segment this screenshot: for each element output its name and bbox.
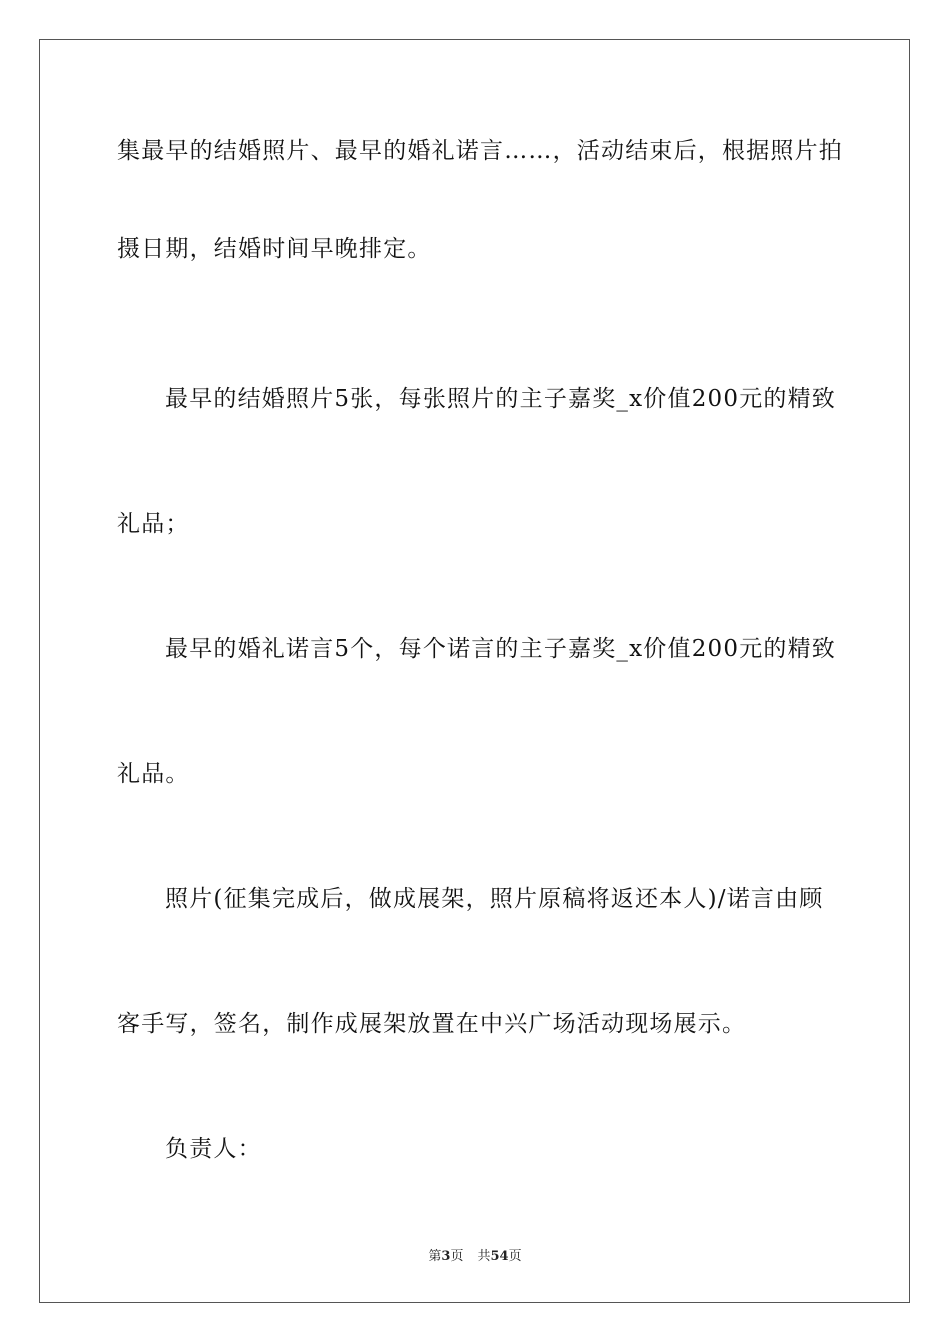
total-suffix: 页 (508, 1249, 522, 1264)
body-line-2: 摄日期，结婚时间早晚排定。 (117, 236, 432, 262)
body-line-7: 照片(征集完成后，做成展架，照片原稿将返还本人)/诺言由顾 (165, 886, 824, 912)
page-footer (0, 1248, 950, 1266)
page-prefix: 第 (428, 1249, 442, 1264)
total-prefix: 共 (477, 1249, 491, 1264)
body-line-5: 最早的婚礼诺言5个，每个诺言的主子嘉奖_x价值200元的精致 (165, 636, 837, 662)
body-line-8: 客手写，签名，制作成展架放置在中兴广场活动现场展示。 (117, 1011, 747, 1037)
body-line-1: 集最早的结婚照片、最早的婚礼诺言……，活动结束后，根据照片拍 (117, 138, 843, 164)
page-suffix: 页 (450, 1249, 464, 1264)
page-border (39, 39, 910, 1303)
body-line-6: 礼品。 (117, 761, 190, 787)
body-line-4: 礼品； (117, 511, 190, 537)
total-pages: 54 (490, 1249, 509, 1264)
responsible-person-label: 负责人： (165, 1136, 262, 1162)
body-line-3: 最早的结婚照片5张，每张照片的主子嘉奖_x价值200元的精致 (165, 386, 837, 412)
page-number: 3 (441, 1249, 451, 1264)
